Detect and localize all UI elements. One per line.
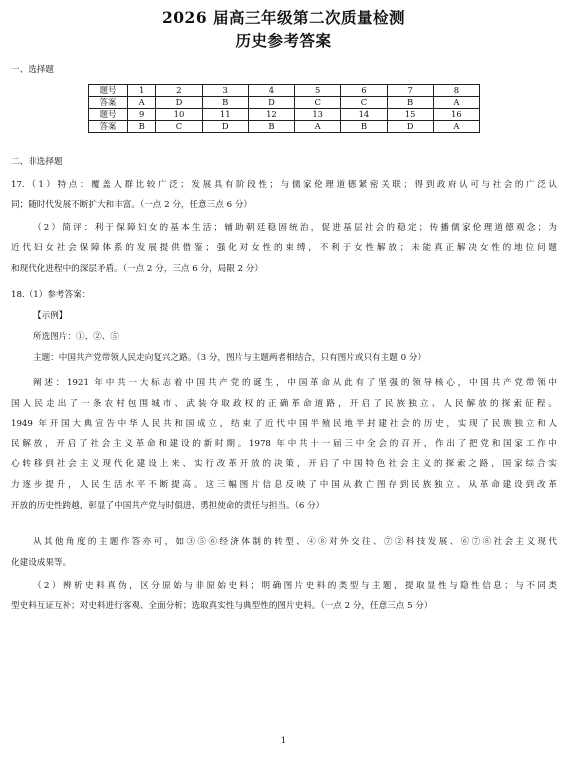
table-cell: 11 [202, 109, 248, 121]
table-cell: 14 [341, 109, 387, 121]
text-line: 开放的历史性跨越，彰显了中国共产党与时俱进、勇担使命的责任与担当。（6 分） [11, 501, 325, 511]
text-line: 近代妇女社会保障体系的发展提供借鉴；强化对女性的束缚，不利于女性解放；未能真正解决女性的地位问题 [11, 243, 557, 253]
table-row-header: 题号 [89, 85, 128, 97]
text-line: （2）辨析史料真伪，区分原始与非原始史料；明确图片史料的类型与主题，提取显性与隐性信息；与不同类 [33, 581, 557, 591]
text-line: 国人民走出了一条农村包围城市、武装夺取政权的正确革命道路，开启了民族独立、人民解放的探索征程。 [11, 399, 557, 409]
text-line: 和现代化进程中的深层矛盾。（一点 2 分，三点 6 分，局限 2 分） [11, 264, 263, 274]
table-cell: D [387, 121, 433, 133]
table-row [89, 85, 480, 97]
text-line: 心转移到社会主义现代化建设上来、实行改革开放的决策，开启了中国特色社会主义的探索之路，国家综合实 [11, 459, 557, 469]
table-cell: 15 [387, 109, 433, 121]
table-cell: A [295, 121, 341, 133]
text-line: 型史料互证互补；对史料进行客观、全面分析；选取真实性与典型性的图片史料。（一点 2 分，任意三点 5 分） [11, 601, 433, 611]
table-cell: 4 [248, 85, 294, 97]
table-cell: 16 [433, 109, 479, 121]
table-cell: D [202, 121, 248, 133]
text-line: 18.（1）参考答案： [11, 290, 91, 300]
table-cell: B [248, 121, 294, 133]
table-cell: D [156, 97, 202, 109]
text-line: 1949 年开国大典宣告中华人民共和国成立，结束了近代中国半殖民地半封建社会的历史，实现了民族独立和人 [11, 419, 557, 429]
answer-table [88, 84, 480, 133]
table-row-header: 题号 [89, 109, 128, 121]
text-line: 化建设成果等。 [11, 558, 72, 568]
table-row-header: 答案 [89, 97, 128, 109]
text-line: 民解放，开启了社会主义革命和建设的新时期。1978 年中共十一届三中全会的召开，作出了把党和国家工作中 [11, 439, 557, 449]
page-title: 2026 届高三年级第二次质量检测 [161, 8, 406, 27]
page-subtitle: 历史参考答案 [235, 31, 332, 50]
table-cell: A [433, 97, 479, 109]
text-line: 17.（1）特点：覆盖人群比较广泛；发展具有阶段性；与儒家伦理道德紧密关联；得到政府认可与社会的广泛认 [11, 180, 557, 190]
table-cell: B [387, 97, 433, 109]
table-row-header: 答案 [89, 121, 128, 133]
table-cell: 5 [295, 85, 341, 97]
text-line: （2）简评：利于保障妇女的基本生活；辅助朝廷稳固统治，促进基层社会的稳定；传播儒家伦理道德观念；为 [33, 223, 557, 233]
table-row [89, 121, 480, 133]
table-cell: C [156, 121, 202, 133]
table-cell: C [341, 97, 387, 109]
table-cell: 13 [295, 109, 341, 121]
table-cell: A [433, 121, 479, 133]
text-line: 从其他角度的主题作答亦可，如③⑤⑥经济体制的转型、④⑧对外交往、⑦②科技发展、⑥⑦⑧社会主义现代 [33, 537, 557, 547]
table-cell: 12 [248, 109, 294, 121]
page-number: 1 [280, 736, 287, 746]
table-row [89, 109, 480, 121]
table-cell: 1 [128, 85, 156, 97]
text-line: 【示例】 [33, 311, 68, 321]
table-cell: 3 [202, 85, 248, 97]
table-cell: B [202, 97, 248, 109]
text-line: 所选图片：①、②、⑤ [33, 332, 119, 342]
section-heading-nonchoice: 二、非选择题 [11, 157, 63, 167]
text-line: 阐述：1921 年中共一大标志着中国共产党的诞生，中国革命从此有了坚强的领导核心，中国共产党带领中 [33, 378, 557, 388]
table-cell: 10 [156, 109, 202, 121]
text-line: 力逐步提升，人民生活水平不断提高。这三幅图片信息反映了中国从救亡图存到民族独立、从革命建设到改革 [11, 480, 557, 490]
table-cell: 9 [128, 109, 156, 121]
table-cell: D [248, 97, 294, 109]
table-cell: B [128, 121, 156, 133]
table-cell: C [295, 97, 341, 109]
table-cell: A [128, 97, 156, 109]
table-row [89, 97, 480, 109]
table-cell: B [341, 121, 387, 133]
table-cell: 6 [341, 85, 387, 97]
table-cell: 8 [433, 85, 479, 97]
text-line: 主题：中国共产党带领人民走向复兴之路。（3 分，图片与主题两者相结合，只有图片或只有主题 0 分） [33, 353, 426, 363]
table-cell: 2 [156, 85, 202, 97]
text-line: 同；随时代发展不断扩大和丰富。（一点 2 分，任意三点 6 分） [11, 200, 253, 210]
table-cell: 7 [387, 85, 433, 97]
section-heading-choice: 一、选择题 [11, 65, 54, 75]
